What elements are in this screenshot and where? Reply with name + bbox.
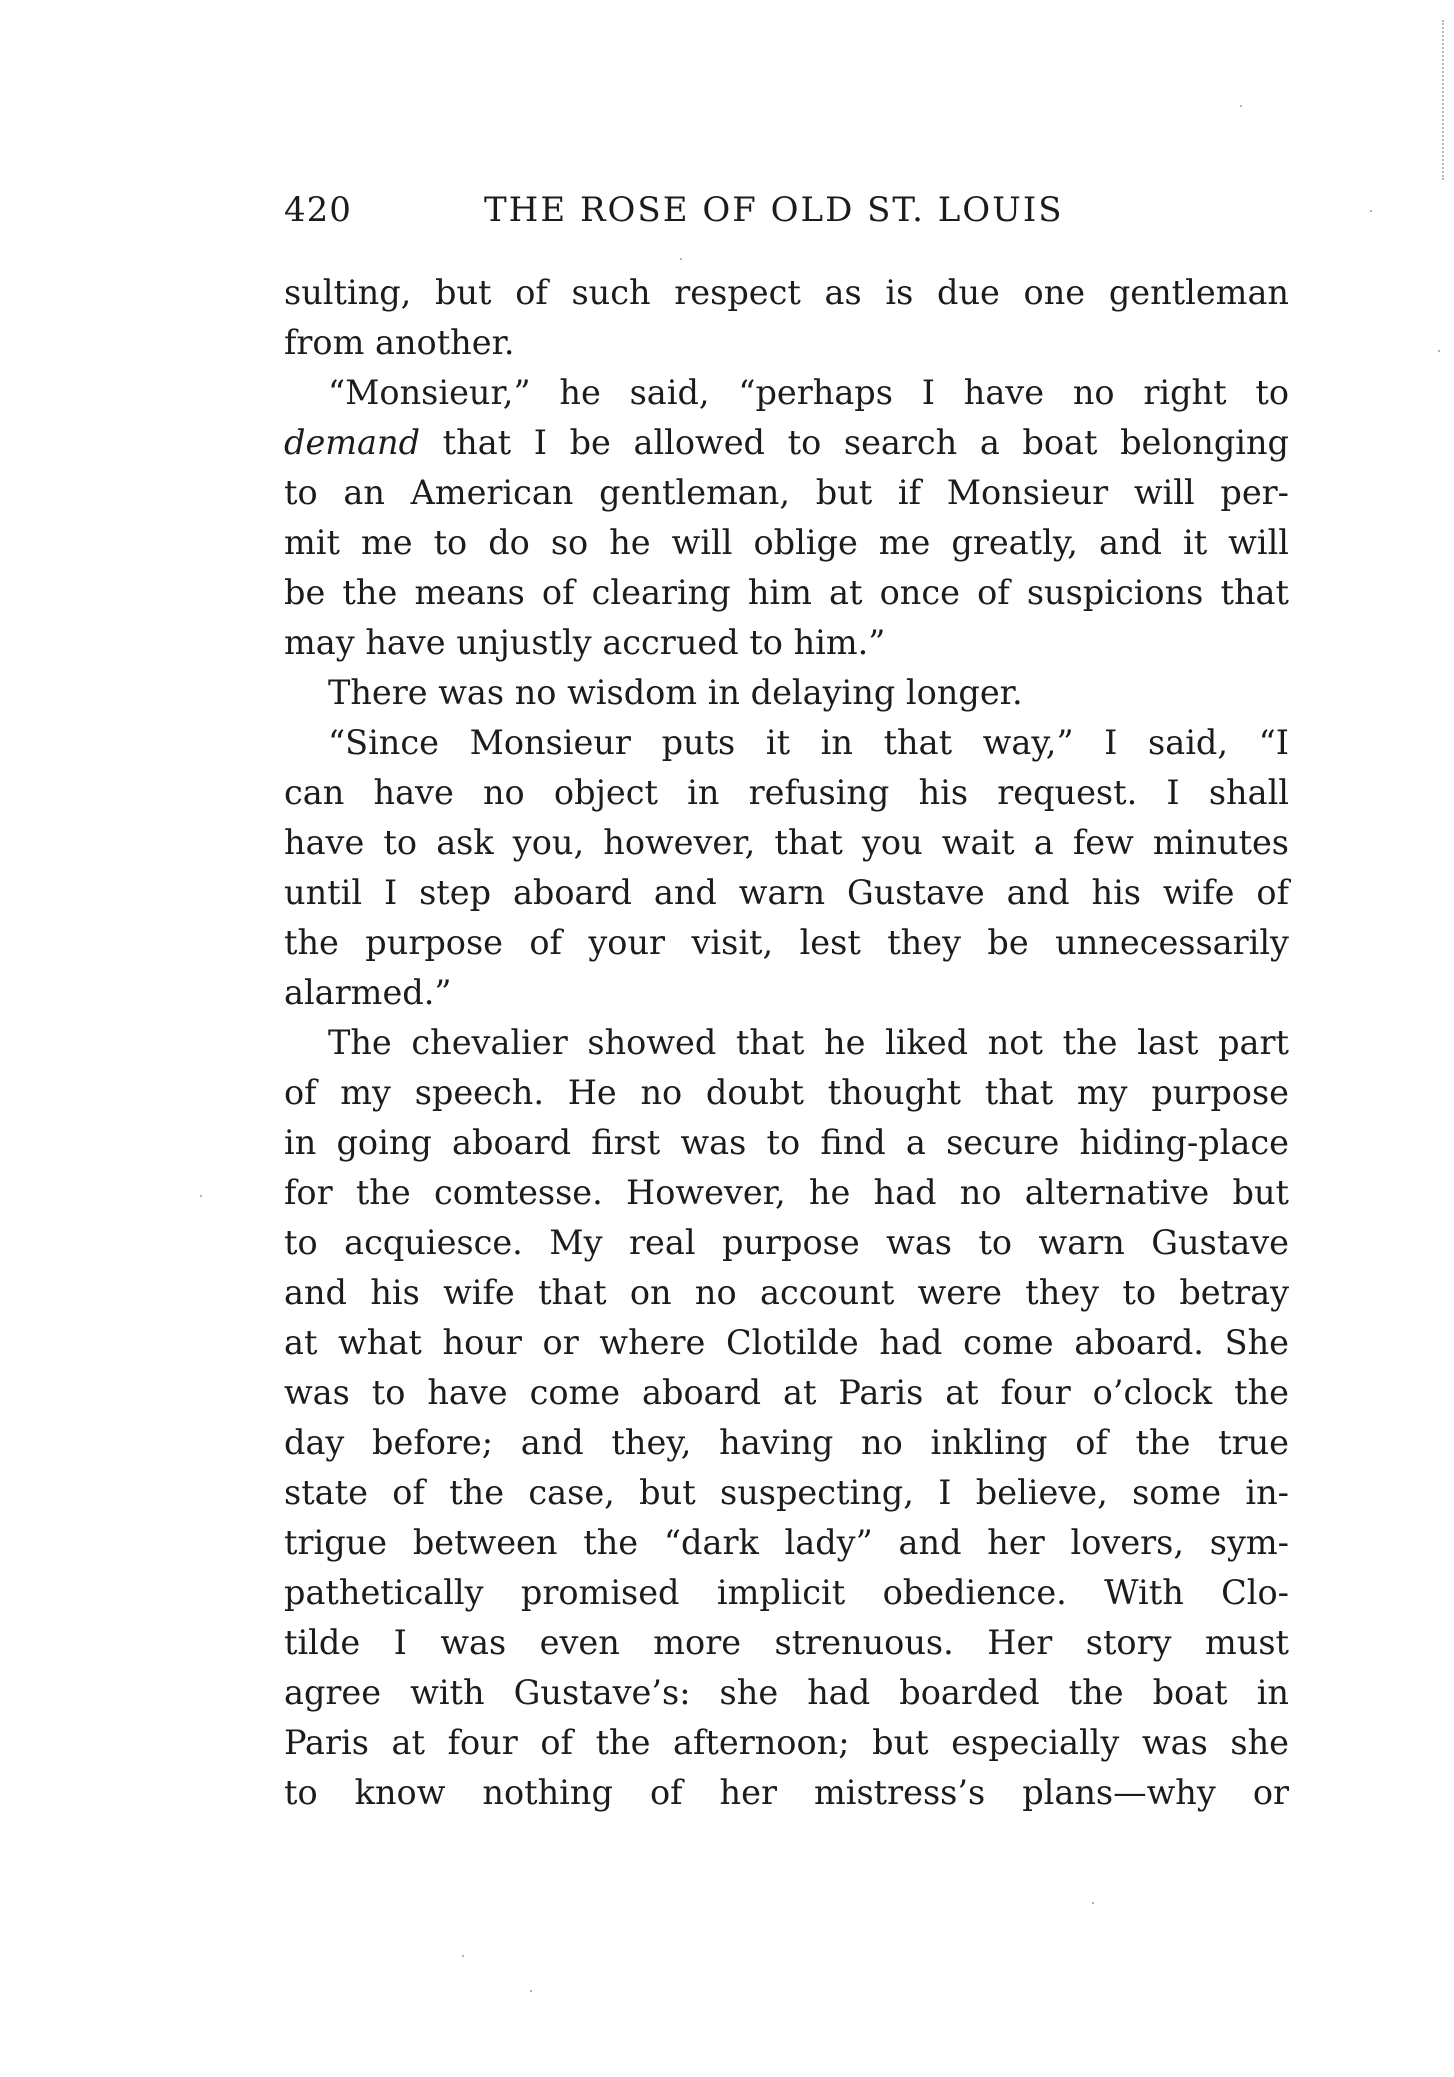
text-line: day before; and they, having no inkling of the true — [284, 1423, 1289, 1462]
text-line: and his wife that on no account were they to betray — [284, 1273, 1289, 1312]
text-line: until I step aboard and warn Gustave and his wife of — [284, 873, 1289, 912]
text-line: Paris at four of the afternoon; but especially was she — [284, 1723, 1289, 1762]
text-line: to an American gentleman, but if Monsieur will per- — [284, 473, 1289, 512]
text-line: trigue between the “dark lady” and her lovers, sym- — [284, 1523, 1289, 1562]
text-line: The chevalier showed that he liked not the last part — [328, 1023, 1289, 1062]
scan-speck — [200, 1195, 202, 1197]
text-line: to know nothing of her mistress’s plans—why or — [284, 1773, 1289, 1812]
text-line: from another. — [284, 323, 515, 362]
text-line: have to ask you, however, that you wait a few minutes — [284, 823, 1289, 862]
text-line: mit me to do so he will oblige me greatly, and it will — [284, 523, 1289, 562]
scan-speck — [1438, 350, 1440, 352]
scan-speck — [462, 1955, 464, 1957]
scan-speck — [530, 1990, 532, 1992]
text-line: sulting, but of such respect as is due one gentleman — [284, 273, 1289, 312]
scan-speck — [1240, 105, 1242, 107]
text-line: to acquiesce. My real purpose was to warn Gustave — [284, 1223, 1289, 1262]
scan-speck — [1092, 1902, 1094, 1904]
body-text — [284, 268, 1289, 1818]
text-line: pathetically promised implicit obedience. With Clo- — [284, 1573, 1289, 1612]
scan-speck — [1370, 210, 1372, 212]
running-title: THE ROSE OF OLD ST. LOUIS — [484, 190, 1064, 230]
text-line: alarmed.” — [284, 973, 452, 1012]
text-line: There was no wisdom in delaying longer. — [328, 673, 1023, 712]
text-line: tilde I was even more strenuous. Her story must — [284, 1623, 1289, 1662]
text-line: the purpose of your visit, lest they be unnecessarily — [284, 923, 1289, 962]
page-edge-marks — [1442, 20, 1446, 180]
text-line: state of the case, but suspecting, I believe, some in- — [284, 1473, 1289, 1512]
scan-speck — [680, 258, 682, 260]
text-line: can have no object in refusing his request. I shall — [284, 773, 1289, 812]
text-line-with-emphasis — [284, 418, 1289, 468]
text-line: may have unjustly accrued to him.” — [284, 623, 886, 662]
text-line: was to have come aboard at Paris at four o’clock the — [284, 1373, 1289, 1412]
text-line: be the means of clearing him at once of suspicions that — [284, 573, 1289, 612]
text-line: “Since Monsieur puts it in that way,” I said, “I — [328, 723, 1289, 762]
running-head — [284, 190, 1104, 240]
text-line: “Monsieur,” he said, “perhaps I have no right to — [328, 373, 1289, 412]
emphasis-word: demand — [284, 423, 421, 462]
text-line-rest: that I be allowed to search a boat belonging — [442, 423, 1289, 462]
text-line: in going aboard first was to find a secure hiding-place — [284, 1123, 1289, 1162]
text-line: agree with Gustave’s: she had boarded the boat in — [284, 1673, 1289, 1712]
text-line: for the comtesse. However, he had no alternative but — [284, 1173, 1289, 1212]
page-number: 420 — [284, 190, 352, 230]
text-line: at what hour or where Clotilde had come aboard. She — [284, 1323, 1289, 1362]
text-line: of my speech. He no doubt thought that my purpose — [284, 1073, 1289, 1112]
